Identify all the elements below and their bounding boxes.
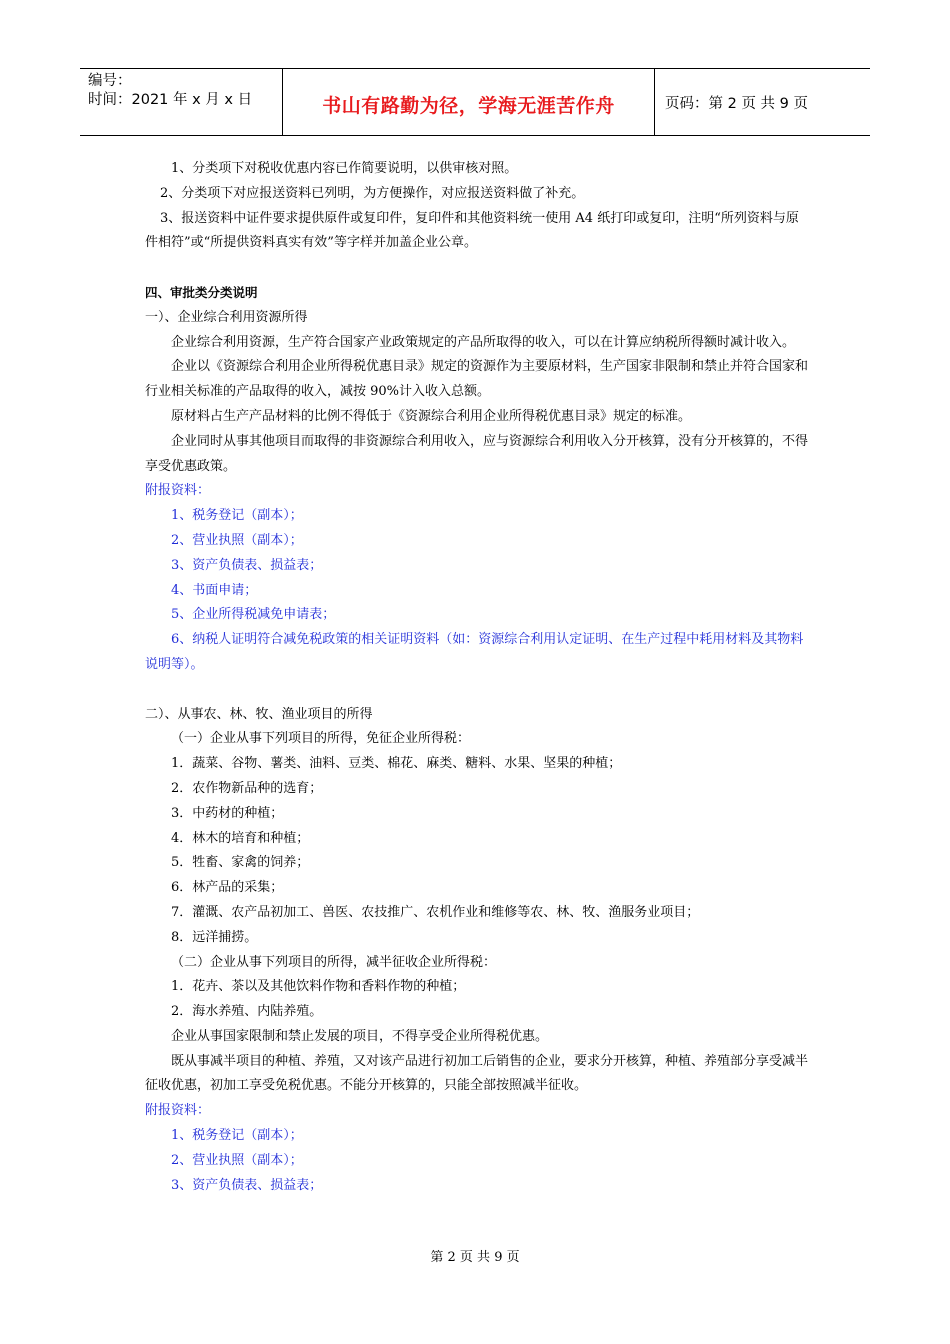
- list-item: 5．牲畜、家禽的饲养；: [171, 855, 310, 871]
- list-item: 4．林木的培育和种植；: [171, 830, 310, 846]
- subsection-heading: 一）、企业综合利用资源所得: [145, 309, 308, 325]
- attachment-item: 3、资产负债表、损益表；: [171, 557, 323, 573]
- attachment-item: 6、纳税人证明符合减免税政策的相关证明资料（如：资源综合利用认定证明、在生产过程中耗用材料及其物料说明等）。: [145, 632, 804, 672]
- attachment-item: 3、资产负债表、损益表；: [171, 1177, 323, 1193]
- intro-note: 3、报送资料中证件要求提供原件或复印件，复印件和其他资料统一使用 A4 纸打印或复印，注明“所列资料与原件相符”或“所提供资料真实有效”等字样并加盖企业公章。: [145, 210, 799, 251]
- attachment-item: 1、税务登记（副本）；: [171, 508, 303, 524]
- attachment-item: 5、企业所得税减免申请表；: [171, 607, 336, 623]
- body-paragraph: 企业同时从事其他项目而取得的非资源综合利用收入，应与资源综合利用收入分开核算，没有分开核算的，不得享受优惠政策。: [145, 433, 809, 474]
- intro-note: 2、分类项下对应报送资料已列明，为方便操作，对应报送资料做了补充。: [160, 185, 585, 201]
- document-number-label: 编号：: [88, 73, 132, 89]
- list-item: 6．林产品的采集；: [171, 880, 284, 896]
- list-heading: （一）企业从事下列项目的所得，免征企业所得税：: [171, 731, 471, 747]
- intro-note: 1、分类项下对税收优惠内容已作简要说明，以供审核对照。: [171, 161, 518, 176]
- list-item: 2．海水养殖、内陆养殖。: [171, 1004, 323, 1020]
- body-paragraph: 企业综合利用资源，生产符合国家产业政策规定的产品所取得的收入，可以在计算应纳税所得额时减计收入。: [171, 334, 796, 350]
- list-item: 1．蔬菜、谷物、薯类、油料、豆类、棉花、麻类、糖料、水果、坚果的种植；: [171, 756, 622, 772]
- attachments-label: 附报资料：: [145, 1103, 211, 1119]
- section-heading: 四、审批类分类说明: [145, 284, 258, 300]
- attachment-item: 2、营业执照（副本）；: [171, 532, 303, 548]
- attachments-label: 附报资料：: [145, 483, 211, 499]
- document-date-label: 时间：2021 年 x 月 x 日: [88, 92, 253, 108]
- document-body: [145, 157, 810, 1198]
- attachment-item: 4、书面申请；: [171, 582, 258, 598]
- header-left-cell: [80, 69, 282, 135]
- list-item: 8．远洋捕捞。: [171, 929, 258, 945]
- attachment-item: 2、营业执照（副本）；: [171, 1152, 303, 1168]
- list-heading: （二）企业从事下列项目的所得，减半征收企业所得税：: [171, 954, 497, 970]
- page-header: [80, 68, 870, 136]
- list-item: 1．花卉、茶以及其他饮料作物和香料作物的种植；: [171, 979, 466, 995]
- header-motto: 书山有路勤为径，学海无涯苦作舟: [322, 94, 615, 117]
- list-item: 3．中药材的种植；: [171, 805, 284, 821]
- header-motto-cell: [282, 69, 655, 135]
- page-footer: 第 2 页 共 9 页: [430, 1250, 520, 1265]
- body-paragraph: 原材料占生产产品材料的比例不得低于《资源综合利用企业所得税优惠目录》规定的标准。: [171, 408, 692, 424]
- list-item: 7．灌溉、农产品初加工、兽医、农技推广、农机作业和维修等农、林、牧、渔服务业项目；: [171, 904, 700, 920]
- body-paragraph: 企业从事国家限制和禁止发展的项目，不得享受企业所得税优惠。: [171, 1028, 549, 1044]
- subsection-heading: 二）、从事农、林、牧、渔业项目的所得: [145, 706, 373, 722]
- header-page-cell: [655, 69, 870, 135]
- header-page-number: 页码：第 2 页 共 9 页: [665, 95, 808, 112]
- body-paragraph: 企业以《资源综合利用企业所得税优惠目录》规定的资源作为主要原材料，生产国家非限制和禁止并符合国家和行业相关标准的产品取得的收入，减按 90%计入收入总额。: [145, 359, 809, 400]
- attachment-item: 1、税务登记（副本）；: [171, 1128, 303, 1144]
- body-paragraph: 既从事减半项目的种植、养殖，又对该产品进行初加工后销售的企业，要求分开核算，种植、养殖部分享受减半征收优惠，初加工享受免税优惠。不能分开核算的，只能全部按照减半征收。: [145, 1053, 809, 1094]
- list-item: 2．农作物新品种的选育；: [171, 780, 323, 796]
